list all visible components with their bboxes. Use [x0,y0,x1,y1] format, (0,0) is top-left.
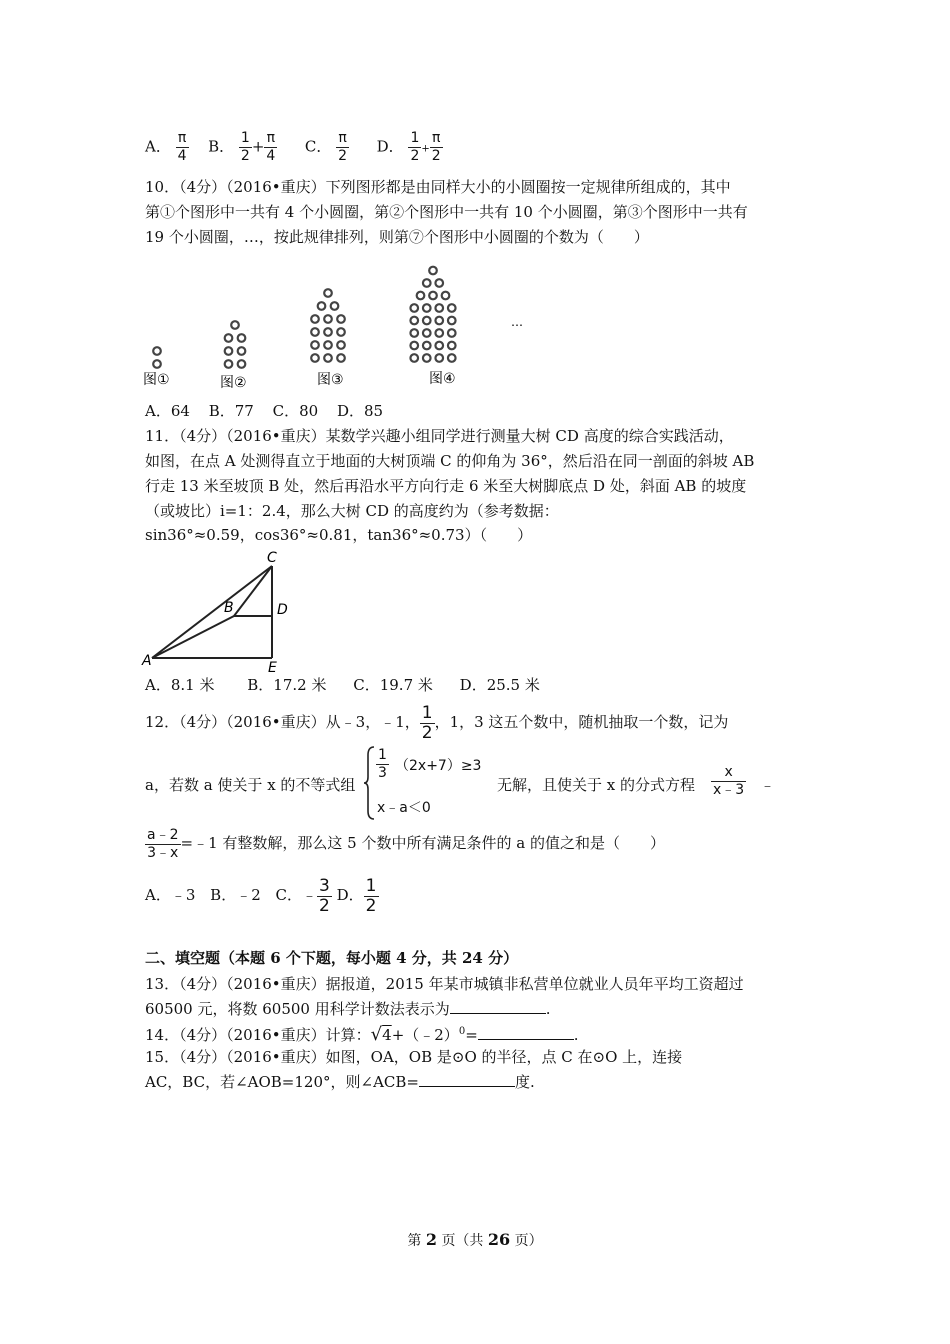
footer-page-number: 2 [425,1230,437,1249]
q9-option-c-frac: $\frac{\pi}{2}$ [338,130,348,164]
fig3-circle [337,315,345,323]
q9-option-b-frac1: $\frac{1}{2}$ [240,130,250,164]
fig4-circle [448,304,456,312]
fig2-circle [238,334,246,342]
fig4-circle [410,342,418,350]
q10-option-b: B．77 [208,402,254,420]
q10-fig-label-4: 图④ [429,371,456,387]
q12-option-c-label: C． [275,886,303,904]
fig4-circle [423,354,431,362]
fig3-circle [324,354,332,362]
fig4-circle [435,329,443,337]
q12-line-3: $\frac{a﹣2}{3﹣x}$ =﹣1 有整数解，那么这 5 个数中所有满足条件的 a 的值之和是（ ） [147,826,665,861]
fig3-circle [311,341,319,349]
q12-brace [363,745,377,821]
fig4-circle [448,342,456,350]
page-footer: 第 2 页（共 26 页） [407,1230,543,1249]
q11-tree-slope-diagram [140,548,300,673]
q11-point-a: A [142,653,152,669]
q9-option-a-label: A． [145,137,171,156]
q11-point-c: C [267,550,277,566]
q12-sys-row2: x﹣a＜0 [377,800,431,816]
fig4-circle [442,292,450,300]
fig4-circle [429,267,437,275]
fig3-circle [324,341,332,349]
fig4-circle [435,304,443,312]
q11-line-5: sin36°≈0.59，cos36°≈0.81，tan36°≈0.73）（ ） [145,526,533,544]
q9-option-b-frac2: $\frac{\pi}{4}$ [266,130,276,164]
fig3-circle [324,328,332,336]
fig4-circle [410,317,418,325]
q12-option-c-frac: $\frac{3}{2}$ [319,875,330,916]
q9-options: A． $\frac{\pi}{4}$ B． $\frac{1}{2}$ + $\frac{\pi}{4}$ C． $\frac{\pi}{2}$ D． $\frac{1}{2}$ + $\frac{\pi}{2}$ [145,130,441,164]
q11-option-a: A．8.1 米 [145,676,215,694]
fig4-circle [423,342,431,350]
q12-option-b: B．﹣2 [210,886,261,904]
fig2-circle [225,334,233,342]
q15-line-2: AC，BC，若∠AOB=120°，则∠ACB= 度. [145,1073,535,1091]
q10-line-2: 第①个图形中一共有 4 个小圆圈，第②个图形中一共有 10 个小圆圈，第③个图形中一共有 [145,203,748,221]
fig1-circle [153,347,161,355]
q10-line-3: 19 个小圆圈，…，按此规律排列，则第⑦个图形中小圆圈的个数为（ ） [145,228,649,246]
q11-option-c: C．19.7 米 [353,676,433,694]
q12-option-a: A．﹣3 [145,886,196,904]
q11-line-4: （或坡比）i=1：2.4，那么大树 CD 的高度约为（参考数据： [145,502,559,520]
fig2-circle [231,321,239,329]
q11-point-e: E [268,660,277,673]
q12-half-frac: $\frac{1}{2}$ [421,702,433,743]
fig2-circle [225,347,233,355]
q10-fig-label-3: 图③ [317,372,344,388]
fig4-circle [429,292,437,300]
fig3-circle [337,354,345,362]
q12-options: A．﹣3 B．﹣2 C．﹣ $\frac{3}{2}$ D． $\frac{1}{2}$ [145,875,377,916]
q13-line-2: 60500 元，将数 60500 用科学计数法表示为 . [145,1000,551,1018]
fig4-circle [410,354,418,362]
fig3-circle [311,354,319,362]
fig4-circle [423,329,431,337]
q9-option-d-label: D． [376,137,404,156]
q10-option-c: C．80 [272,402,319,420]
fig4-circle [448,354,456,362]
fig4-circle [435,279,443,287]
q11-options [145,675,554,695]
fig4-circle [417,292,425,300]
fig4-circle [435,342,443,350]
fig4-circle [423,317,431,325]
fig2-circle [238,360,246,368]
q10-line-1: 10．（4分）（2016•重庆）下列图形都是由同样大小的小圆圈按一定规律所组成的，其中 [145,178,731,196]
q12-option-d-label: D． [336,886,364,904]
fig3-circle [324,315,332,323]
q11-point-b: B [224,600,234,616]
q12-line3-frac: $\frac{a﹣2}{3﹣x}$ [147,826,179,861]
fig4-circle [410,329,418,337]
q12-sys-frac: $\frac{1}{3}$ [378,747,387,781]
q12-line-2-end: ﹣ [760,776,776,794]
fig1-circle [153,360,161,368]
section-2-title: 二、填空题（本题 6 个下题，每小题 4 分，共 24 分） [145,949,519,967]
q13-line-1: 13．（4分）（2016•重庆）据报道，2015 年某市城镇非私营单位就业人员年平均工资超过 [145,975,744,993]
q11-option-b: B．17.2 米 [247,676,327,694]
fig3-circle [324,289,332,297]
q11-line-1: 11．（4分）（2016•重庆）某数学兴趣小组同学进行测量大树 CD 高度的综合实践活动， [145,427,734,445]
fig4-circle [448,317,456,325]
fig3-circle [331,302,339,310]
q11-point-d: D [277,602,288,618]
q12-line-2-text-start: a，若数 a 使关于 x 的不等式组 [145,776,356,794]
q9-option-a-frac: $\frac{\pi}{4}$ [177,130,187,164]
q10-option-a: A．64 [145,402,190,420]
q12-option-d-frac: $\frac{1}{2}$ [365,875,377,916]
q10-fig-label-2: 图② [220,375,247,391]
q10-fig-ellipsis: … [511,315,523,329]
fig4-circle [435,317,443,325]
q14-answer-blank [478,1024,574,1040]
q15-answer-blank [419,1071,515,1087]
fig4-circle [423,279,431,287]
footer-total-pages: 26 [487,1230,511,1249]
q14-radical: √ [370,1024,383,1045]
q10-options [145,401,397,421]
fig4-circle [448,329,456,337]
q12-inequality-system [363,745,498,823]
fig4-circle [423,304,431,312]
q15-line-1: 15．（4分）（2016•重庆）如图，OA，OB 是⊙O 的半径，点 C 在⊙O 上，连接 [145,1048,683,1066]
q11-line-2: 如图，在点 A 处测得直立于地面的大树顶端 C 的仰角为 36°，然后沿在同一剖面的斜坡 AB [145,452,755,470]
q10-fig-label-1: 图① [143,372,170,388]
q9-option-d-frac2: $\frac{\pi}{2}$ [431,130,441,164]
fig3-circle [311,315,319,323]
q10-option-d: D．85 [336,402,384,420]
q10-circle-pattern-figure [135,250,555,395]
fig3-circle [337,328,345,336]
q11-option-d: D．25.5 米 [459,676,540,694]
q14-line: 14．（4分）（2016•重庆）计算：√4+（﹣2）$^0$= . [145,1024,579,1045]
q12-sys-row1: （2x+7）≥3 [395,758,482,774]
q11-line-3: 行走 13 米至坡顶 B 处，然后再沿水平方向行走 6 米至大树脚底点 D 处，斜面 AB 的坡度 [145,477,747,495]
q12-line-1: 12．（4分）（2016•重庆）从﹣3，﹣1， $\frac{1}{2}$ ，1，3 这五个数中，随机抽取一个数，记为 [145,702,729,743]
q13-answer-blank [450,998,546,1014]
fig4-circle [410,304,418,312]
q12-line-2-text-mid: 无解，且使关于 x 的分式方程 [497,776,695,794]
fig3-circle [311,328,319,336]
fig2-circle [238,347,246,355]
fig2-circle [225,360,233,368]
q9-option-d-frac1: $\frac{1}{2}$ [410,130,420,164]
fig3-circle [318,302,326,310]
fig4-circle [435,354,443,362]
fig3-circle [337,341,345,349]
q12-eq-frac: $\frac{x}{x﹣3}$ [713,764,745,798]
q9-option-b-label: B． [208,137,235,156]
q9-option-c-label: C． [304,137,332,156]
